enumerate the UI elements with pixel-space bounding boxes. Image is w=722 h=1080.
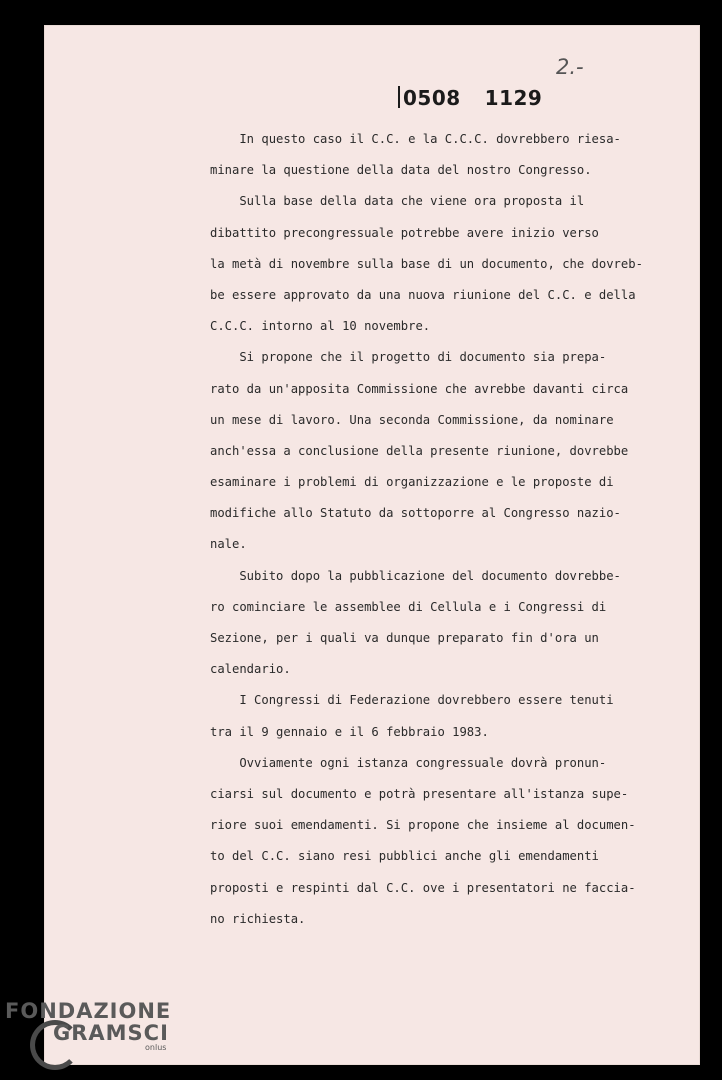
text-line: ciarsi sul documento e potrà presentare all'istanza supe- — [210, 786, 629, 801]
stamp-number-2: 1129 — [484, 86, 543, 110]
text-line: to del C.C. siano resi pubblici anche gli emendamenti — [210, 849, 599, 864]
stamp-number-1: 0508 — [403, 86, 461, 110]
page-number: 2.- — [556, 55, 584, 79]
text-line: Sulla base della data che viene ora proposta il — [210, 194, 585, 209]
text-line: modifiche allo Statuto da sottoporre al Congresso nazio- — [210, 506, 621, 521]
text-line: Si propone che il progetto di documento sia prepa- — [210, 350, 607, 365]
text-line: Sezione, per i quali va dunque preparato fin d'ora un — [210, 631, 599, 645]
watermark-line-3: onlus — [145, 1043, 167, 1052]
text-line: In questo caso il C.C. e la C.C.C. dovrebbero riesa- — [210, 132, 621, 146]
text-line: riore suoi emendamenti. Si propone che insieme al documen- — [210, 818, 636, 833]
text-line: la metà di novembre sulla base di un documento, che dovreb- — [210, 256, 643, 271]
text-line: nale. — [210, 537, 247, 552]
watermark-line-1: FONDAZIONE — [5, 999, 172, 1023]
watermark — [5, 1000, 171, 1052]
text-line: calendario. — [210, 662, 291, 677]
text-line: I Congressi di Federazione dovrebbero essere tenuti — [210, 693, 614, 708]
text-line: tra il 9 gennaio e il 6 febbraio 1983. — [210, 724, 489, 739]
text-line: anch'essa a conclusione della presente riunione, dovrebbe — [210, 443, 629, 458]
watermark-line-2: GRAMSCI — [53, 1021, 169, 1045]
text-line: dibattito precongressuale potrebbe avere inizio verso — [210, 225, 599, 240]
text-line: Ovviamente ogni istanza congressuale dovrà pronun- — [210, 755, 607, 770]
text-line: esaminare i problemi di organizzazione e le proposte di — [210, 475, 614, 490]
text-line: un mese di lavoro. Una seconda Commissione, da nominare — [210, 412, 614, 427]
text-line: rato da un'apposita Commissione che avrebbe davanti circa — [210, 381, 629, 396]
document-page — [44, 25, 700, 1065]
text-line: minare la questione della data del nostro Congresso. — [210, 163, 592, 178]
text-line: ro cominciare le assemblee di Cellula e i Congressi di — [210, 599, 607, 614]
text-line: no richiesta. — [210, 911, 306, 926]
text-line: Subito dopo la pubblicazione del documento dovrebbe- — [210, 568, 621, 583]
text-line: be essere approvato da una nuova riunione del C.C. e della — [210, 287, 636, 302]
document-body — [210, 124, 643, 935]
text-line: C.C.C. intorno al 10 novembre. — [210, 319, 431, 334]
stamp-bar — [398, 86, 400, 108]
archive-stamp — [398, 86, 542, 110]
text-line: proposti e respinti dal C.C. ove i presentatori ne faccia- — [210, 880, 636, 895]
